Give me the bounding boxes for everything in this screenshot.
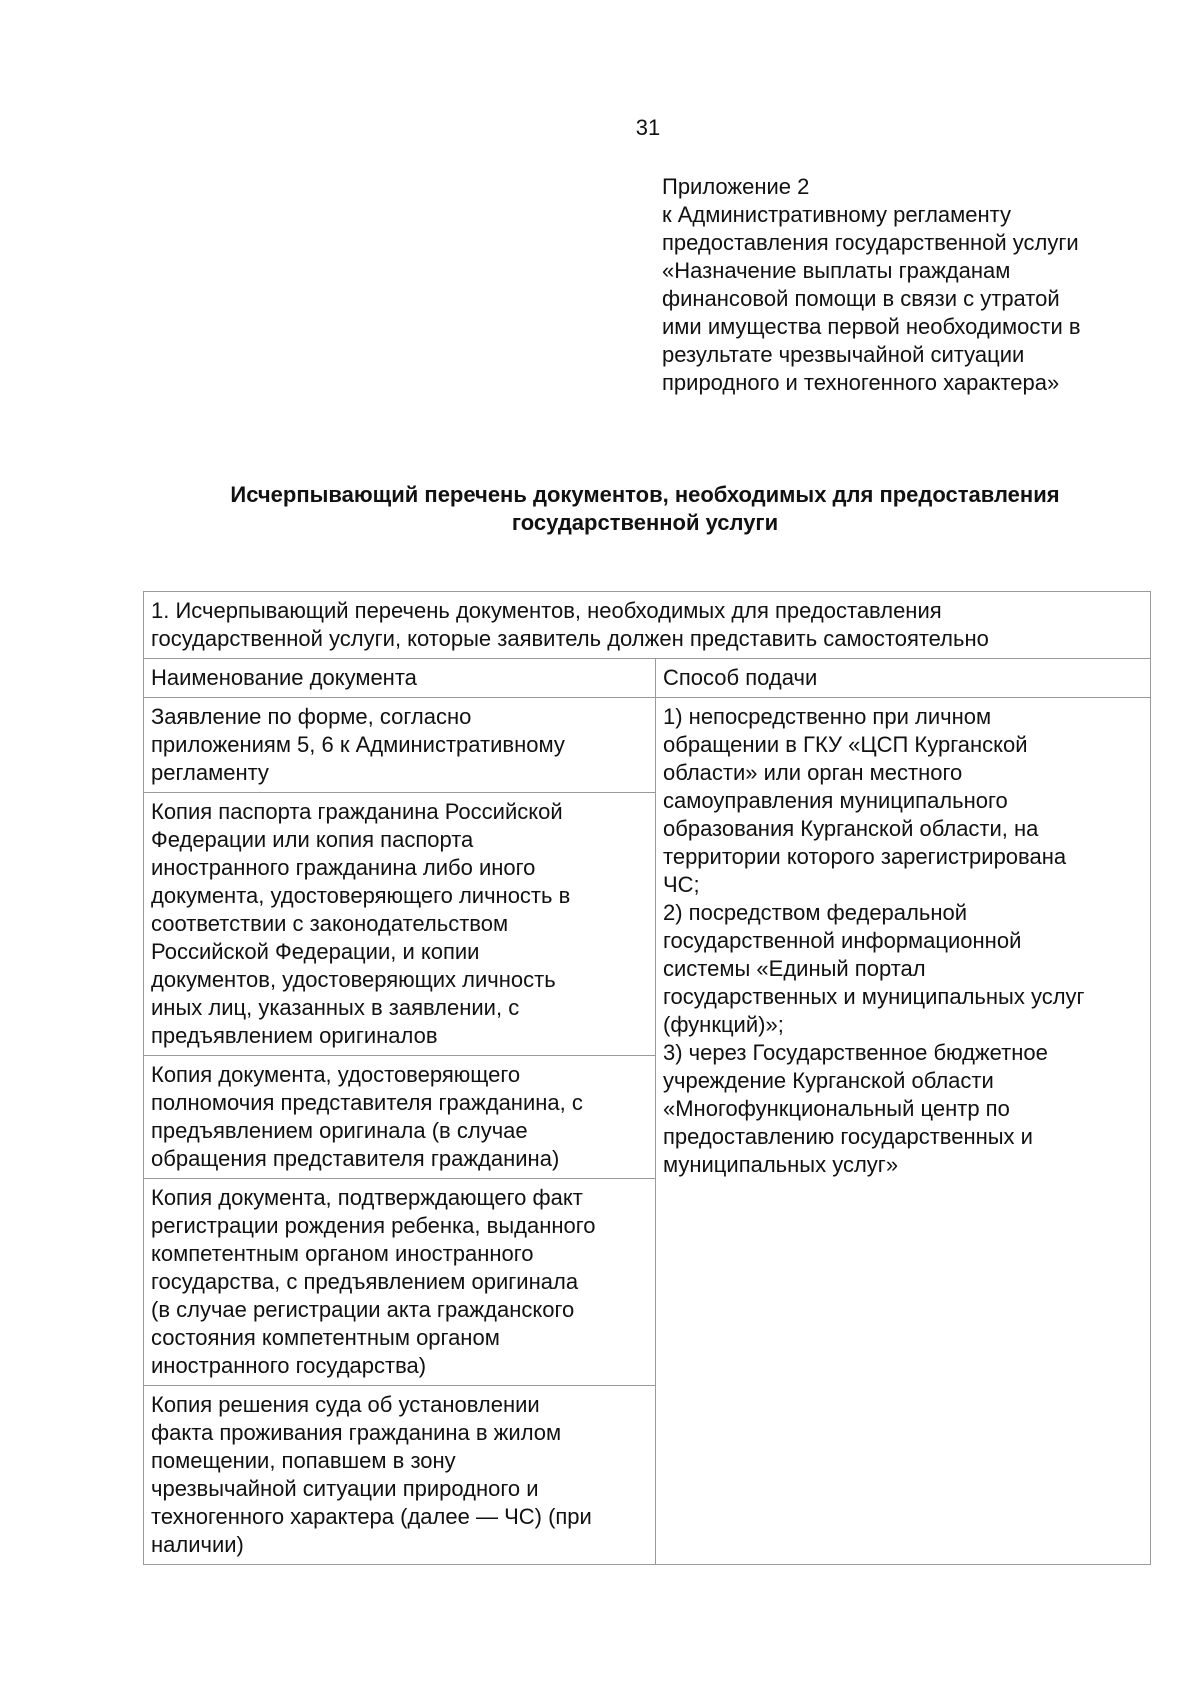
document-cell: Копия документа, удостоверяющего полномочия представителя гражданина, с предъявлением оригинала (в случае обращения представителя гражданина) xyxy=(144,1056,656,1179)
document-heading xyxy=(150,481,1140,537)
annex-line: природного и техногенного характера» xyxy=(662,370,1060,395)
document-cell: Заявление по форме, согласно приложениям 5, 6 к Административному регламенту xyxy=(144,698,656,793)
annex-line: Приложение 2 xyxy=(662,174,810,199)
annex-line: «Назначение выплаты гражданам xyxy=(662,258,1011,283)
table-row xyxy=(144,698,1151,793)
table-section-title: 1. Исчерпывающий перечень документов, необходимых для предоставления государственной услуги, которые заявитель должен представить самостоятельно xyxy=(144,592,1151,659)
annex-line: финансовой помощи в связи с утратой xyxy=(662,286,1060,311)
annex-line: к Административному регламенту xyxy=(662,202,1012,227)
annex-line: ими имущества первой необходимости в xyxy=(662,314,1081,339)
table-header-row xyxy=(144,659,1151,698)
document-cell: Копия документа, подтверждающего факт регистрации рождения ребенка, выданного компетентным органом иностранного государства, с предъявлением оригинала (в случае регистрации акта гражданского состояния компетентным органом иностранного государства) xyxy=(144,1179,656,1386)
submission-method-cell: 1) непосредственно при личном обращении в ГКУ «ЦСП Курганской области» или орган местного самоуправления муниципального образования Курганской области, на территории которого зарегистрирована ЧС; 2) посредством федеральной государственной информационной системы «Единый портал государственных и муниципальных услуг (функций)»; 3) через Государственное бюджетное учреждение Курганской области «Многофункциональный центр по предоставлению государственных и муниципальных услуг» xyxy=(656,698,1151,1565)
document-heading-line: Исчерпывающий перечень документов, необходимых для предоставления xyxy=(230,482,1060,507)
document-cell: Копия решения суда об установлении факта проживания гражданина в жилом помещении, попавшем в зону чрезвычайной ситуации природного и техногенного характера (далее — ЧС) (при наличии) xyxy=(144,1386,656,1565)
document-cell: Копия паспорта гражданина Российской Федерации или копия паспорта иностранного гражданина либо иного документа, удостоверяющего личность в соответствии с законодательством Российской Федерации, и копии документов, удостоверяющих личность иных лиц, указанных в заявлении, с предъявлением оригиналов xyxy=(144,793,656,1056)
annex-header xyxy=(662,173,1132,397)
document-heading-line: государственной услуги xyxy=(511,510,779,535)
table-section-row xyxy=(144,592,1151,659)
documents-table xyxy=(143,591,1151,1565)
column-header-submission-method: Способ подачи xyxy=(656,659,1151,698)
annex-line: предоставления государственной услуги xyxy=(662,230,1079,255)
column-header-document-name: Наименование документа xyxy=(144,659,656,698)
annex-line: результате чрезвычайной ситуации xyxy=(662,342,1025,367)
page-number: 31 xyxy=(635,115,661,140)
